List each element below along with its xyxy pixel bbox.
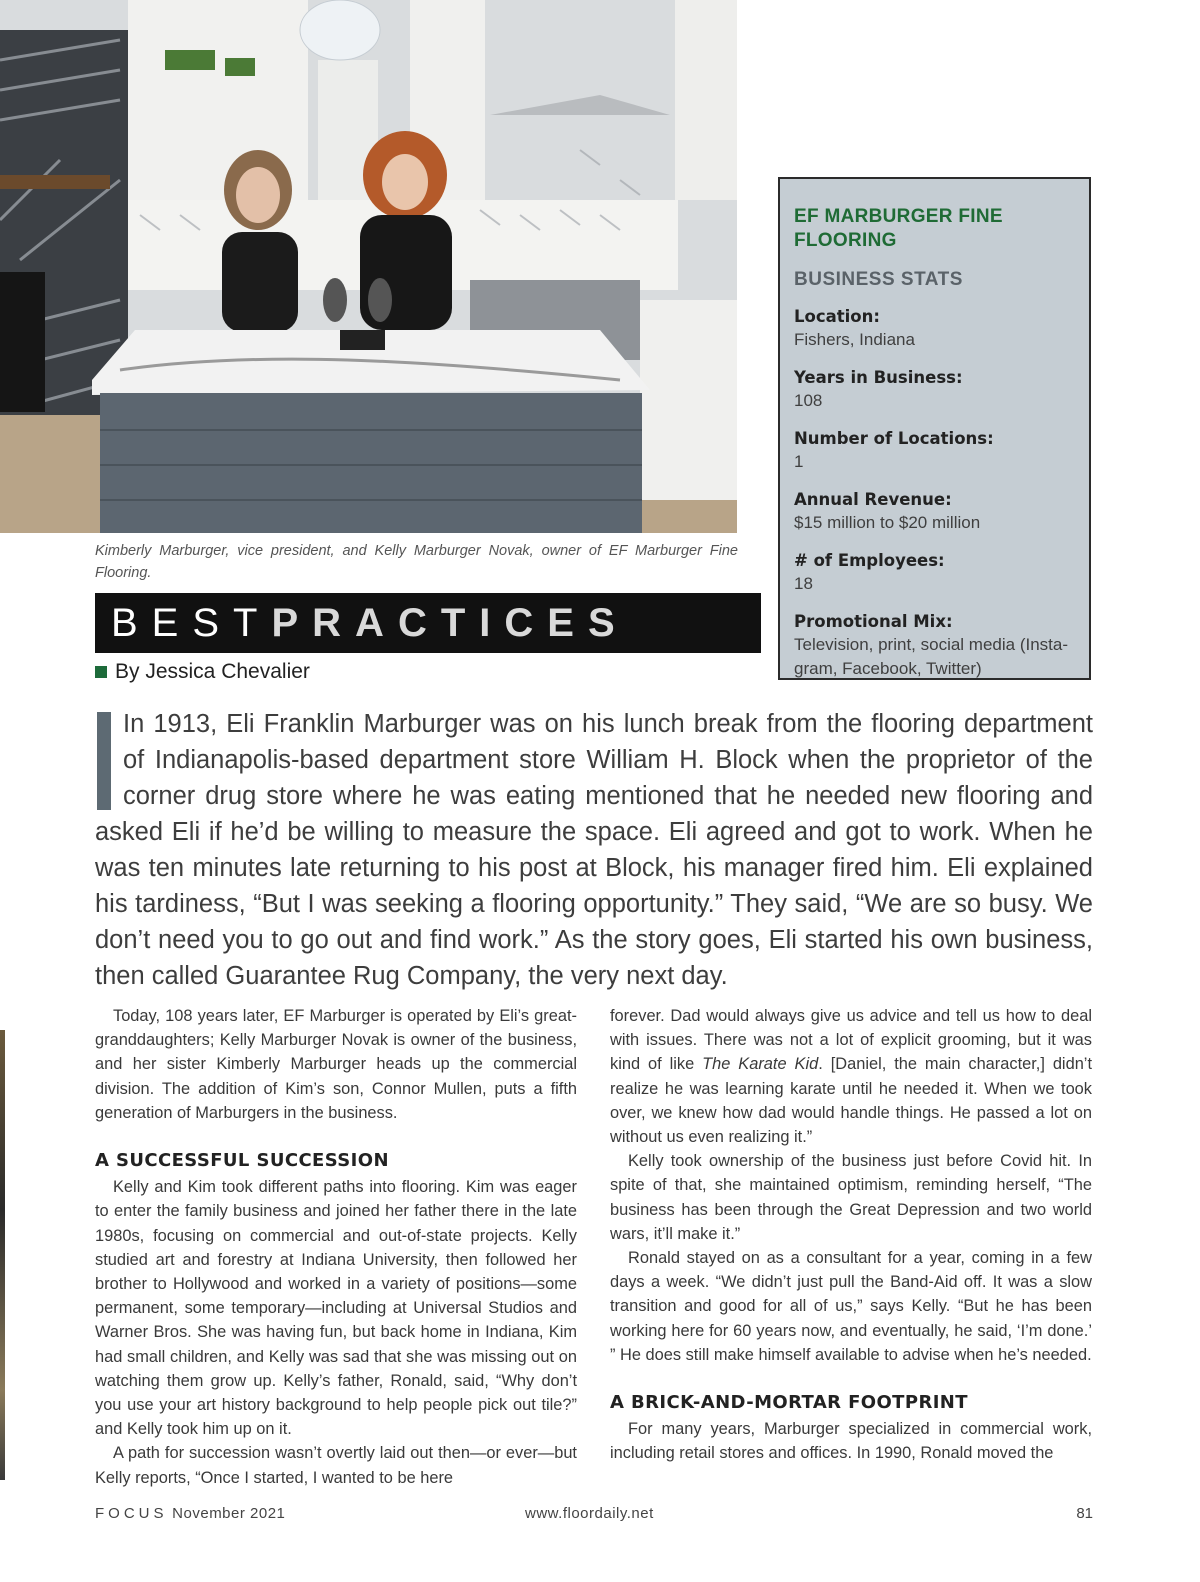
photo-caption: Kimberly Marburger, vice president, and Kelly Marburger Novak, owner of EF Marburger Fine Flooring.: [95, 543, 738, 581]
footer-brand: FOCUS: [95, 1505, 168, 1522]
paragraph-text: forever. Dad would always give us advice and tell us how to deal with issues. There was not a lot of explicit grooming, but it was kind of like: [610, 1007, 1092, 1074]
byline-square-icon: [95, 666, 107, 678]
stat-value: $15 million to $20 million: [794, 513, 981, 532]
stat-label: Location:: [794, 307, 880, 326]
paragraph-text: . [Daniel, the main character,] didn’t realize he was learning karate until he needed it. When we took over, we knew how dad would handle things. He passed a lot on without us even realizing it.”: [610, 1055, 1093, 1147]
stat-label: Annual Revenue:: [794, 490, 952, 509]
paragraph-continued: [610, 1004, 1092, 1149]
stat-value: 1: [794, 452, 804, 471]
banner-part2: PRACTICES: [271, 600, 629, 645]
stats-subhead: BUSINESS STATS: [794, 269, 963, 290]
byline-text: By Jessica Chevalier: [115, 660, 310, 683]
film-title: The Karate Kid: [702, 1055, 819, 1074]
page-footer: [95, 1505, 1093, 1525]
stat-label: Number of Locations:: [794, 429, 994, 448]
stat-value: 18: [794, 574, 813, 593]
business-stats-box: [778, 177, 1091, 680]
feature-photo: [0, 0, 737, 533]
body-column-2: [610, 1004, 1092, 1466]
section-heading: A BRICK-AND-MORTAR FOOTPRINT: [610, 1392, 968, 1414]
page-number: 81: [1076, 1505, 1093, 1522]
stat-location: [794, 307, 1075, 352]
paragraph: Kelly and Kim took different paths into flooring. Kim was eager to enter the family business and joined her father there in the late 1980s, focusing on commercial and out-of-state projects. Kelly studied art and forestry at Indiana University, then followed her brother to Hollywood and worked in a variety of positions—some permanent, some temporary—including at Universal Studios and Warner Bros. She was having fun, but back home in Indiana, Kim had small children, and Kelly was sad that she was missing out on watching them grow up. Kelly’s father, Ronald, said, “Why don’t you use your art history background to help people pick out tile?” and Kelly took him up on it.: [95, 1178, 577, 1439]
stat-label: Promotional Mix:: [794, 612, 953, 631]
paragraph: Kelly took ownership of the business just before Covid hit. In spite of that, she maintained optimism, reminding herself, “The business has been through the Great Depression and two world wars, it’ll make it.”: [610, 1152, 1092, 1243]
stat-employees: [794, 551, 1075, 596]
stat-value: Television, print, social media (Insta-gram, Facebook, Twitter): [794, 635, 1069, 678]
stat-value: Fishers, Indiana: [794, 330, 915, 349]
stat-label: # of Employees:: [794, 551, 945, 570]
paragraph: For many years, Marburger specialized in commercial work, including retail stores and offices. In 1990, Ronald moved the: [610, 1420, 1092, 1463]
stats-company-name: EF MARBURGER FINE FLOORING: [794, 206, 1003, 251]
stat-value: 108: [794, 391, 823, 410]
section-heading: A SUCCESSFUL SUCCESSION: [95, 1150, 389, 1172]
footer-issue: [95, 1505, 285, 1522]
banner-part1: BEST: [111, 600, 272, 645]
stat-promotional-mix: [794, 612, 1075, 681]
footer-date: November 2021: [172, 1505, 286, 1522]
stat-years: [794, 368, 1075, 413]
section-banner: [95, 593, 761, 653]
stat-locations: [794, 429, 1075, 474]
adjacent-page-edge: [0, 1030, 5, 1480]
lead-text: In 1913, Eli Franklin Marburger was on his lunch break from the flooring department of Indianapolis-based department store William H. Block when the proprietor of the corner drug store where he was eating mentioned that he needed new flooring and asked Eli if he’d be willing to measure the space. Eli agreed and got to work. When he was ten minutes late returning to his post at Block, his manager fired him. Eli explained his tardiness, “But I was seeking a flooring opportunity.” They said, “We are so busy. We don’t need you to go out and find work.” As the story goes, Eli started his own business, then called Guarantee Rug Company, the very next day.: [95, 710, 1093, 990]
stat-revenue: [794, 490, 1075, 535]
byline: [95, 660, 310, 684]
paragraph: Today, 108 years later, EF Marburger is operated by Eli’s great-granddaughters; Kelly Marburger Novak is owner of the business, and her sister Kimberly Marburger heads up the commercial division. The addition of Kim’s son, Connor Mullen, puts a fifth generation of Marburgers in the business.: [95, 1007, 577, 1122]
paragraph: A path for succession wasn’t overtly laid out then—or ever—but Kelly reports, “Once I started, I wanted to be here: [95, 1444, 577, 1487]
drop-cap-bar: [97, 712, 111, 810]
body-column-1: [95, 1004, 577, 1490]
footer-url[interactable]: www.floordaily.net: [525, 1505, 654, 1522]
lead-paragraph: [95, 706, 1093, 994]
paragraph: Ronald stayed on as a consultant for a year, coming in a few days a week. “We didn’t just pull the Band-Aid off. It was a slow transition and good for all of us,” says Kelly. “But he has been working here for 60 years now, and eventually, he said, ‘I’m done.’ ” He does still make himself available to advise when he’s needed.: [610, 1249, 1092, 1364]
stat-label: Years in Business:: [794, 368, 963, 387]
